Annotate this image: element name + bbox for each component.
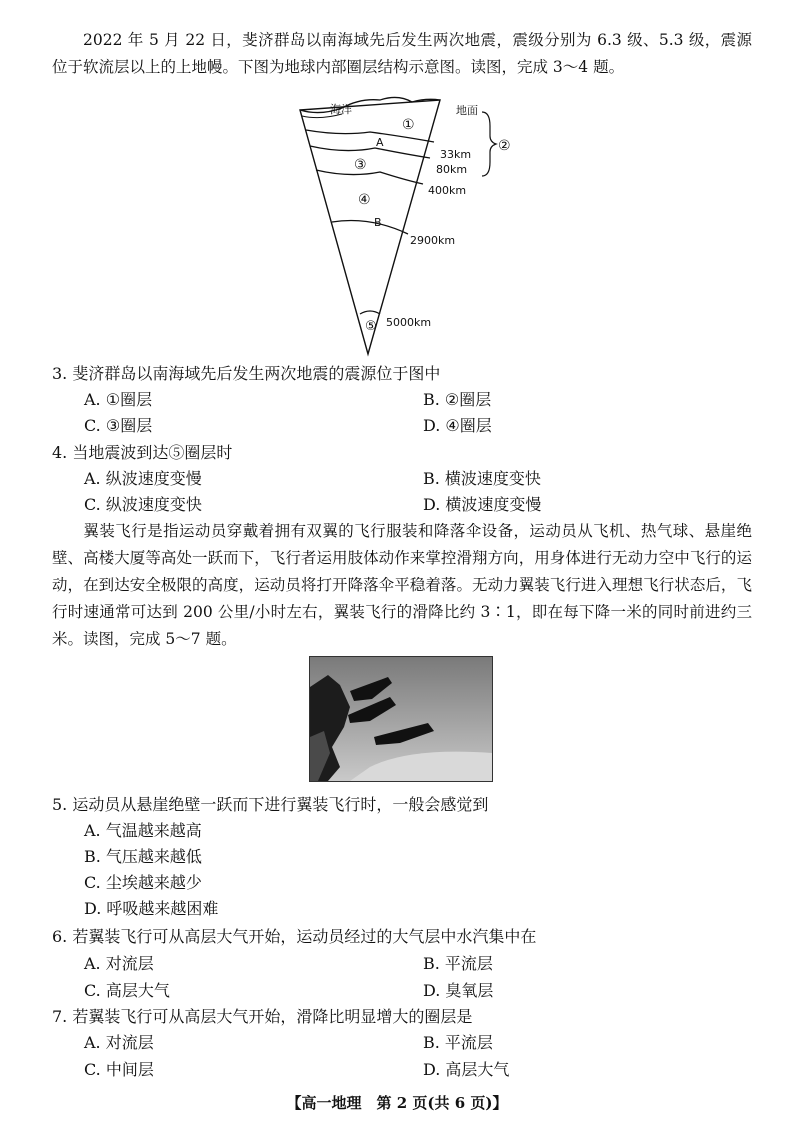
intro-paragraph-wingsuit [52, 518, 752, 653]
question-4-option-a[interactable]: A. 纵波速度变慢 [84, 469, 202, 488]
intro-paragraph-earthquake [52, 27, 752, 81]
depth-33km: 33km [440, 148, 472, 161]
ocean-label: 海洋 [330, 103, 352, 116]
question-5-option-d[interactable]: D. 呼吸越来越困难 [84, 899, 219, 918]
question-7-option-a[interactable]: A. 对流层 [84, 1033, 154, 1052]
question-4-stem: 4. 当地震波到达⑤圈层时 [52, 443, 233, 462]
question-3-option-c[interactable]: C. ③圈层 [84, 416, 153, 435]
question-4-option-d[interactable]: D. 横波速度变慢 [423, 495, 542, 514]
ground-label: 地面 [456, 104, 478, 117]
question-6-stem: 6. 若翼装飞行可从高层大气开始，运动员经过的大气层中水汽集中在 [52, 927, 537, 946]
intro-text-wingsuit: 翼装飞行是指运动员穿戴着拥有双翼的飞行服装和降落伞设备，运动员从飞机、热气球、悬崖绝壁、高楼大厦等高处一跃而下，飞行者运用肢体动作来掌控滑翔方向，用身体进行无动力空中飞行的运动，在到达安全极限的高度，运动员将打开降落伞平稳着落。无动力翼装飞行进入理想飞行状态后，飞行时速通常可达到 200 公里/小时左右，翼装飞行的滑降比约 3∶1，即在每下降一米的同时前进约三米。读图，完成 5～7 题。 [52, 522, 752, 648]
earth-layers-diagram [290, 96, 530, 360]
question-6-option-b[interactable]: B. 平流层 [423, 954, 493, 973]
label-b: B [374, 216, 382, 229]
question-3-option-b[interactable]: B. ②圈层 [423, 390, 492, 409]
wingsuit-image [310, 657, 492, 781]
label-a: A [376, 136, 384, 149]
layer4-label: ④ [358, 192, 371, 208]
question-7-option-b[interactable]: B. 平流层 [423, 1033, 493, 1052]
question-4-option-c[interactable]: C. 纵波速度变快 [84, 495, 202, 514]
depth-400km: 400km [428, 184, 467, 197]
question-6-option-a[interactable]: A. 对流层 [84, 954, 154, 973]
depth-80km: 80km [436, 163, 468, 176]
question-6-option-c[interactable]: C. 高层大气 [84, 981, 170, 1000]
question-7-option-d[interactable]: D. 高层大气 [423, 1060, 510, 1079]
layer2-label: ② [498, 138, 511, 154]
question-5-option-b[interactable]: B. 气压越来越低 [84, 847, 202, 866]
intro-text-earthquake: 2022 年 5 月 22 日，斐济群岛以南海域先后发生两次地震，震级分别为 6.3 级、5.3 级，震源位于软流层以上的上地幔。下图为地球内部圈层结构示意图。读图，完成 3～4 题。 [52, 31, 752, 76]
question-7-option-c[interactable]: C. 中间层 [84, 1060, 154, 1079]
question-6-option-d[interactable]: D. 臭氧层 [423, 981, 494, 1000]
question-3-option-d[interactable]: D. ④圈层 [423, 416, 492, 435]
question-5-option-a[interactable]: A. 气温越来越高 [84, 821, 202, 840]
question-7-stem: 7. 若翼装飞行可从高层大气开始，滑降比明显增大的圈层是 [52, 1007, 473, 1026]
layer5-label: ⑤ [365, 319, 377, 334]
layer1-label: ① [402, 117, 415, 133]
page-footer: 【高一地理 第 2 页(共 6 页)】 [286, 1094, 508, 1112]
wingsuit-photo [309, 656, 493, 782]
question-3-stem: 3. 斐济群岛以南海域先后发生两次地震的震源位于图中 [52, 364, 441, 383]
question-3-option-a[interactable]: A. ①圈层 [84, 390, 153, 409]
depth-5000km: 5000km [386, 316, 432, 329]
question-5-stem: 5. 运动员从悬崖绝壁一跃而下进行翼装飞行时，一般会感觉到 [52, 795, 489, 814]
depth-2900km: 2900km [410, 234, 456, 247]
question-4-option-b[interactable]: B. 横波速度变快 [423, 469, 541, 488]
question-5-option-c[interactable]: C. 尘埃越来越少 [84, 873, 202, 892]
layer3-label: ③ [354, 157, 367, 173]
